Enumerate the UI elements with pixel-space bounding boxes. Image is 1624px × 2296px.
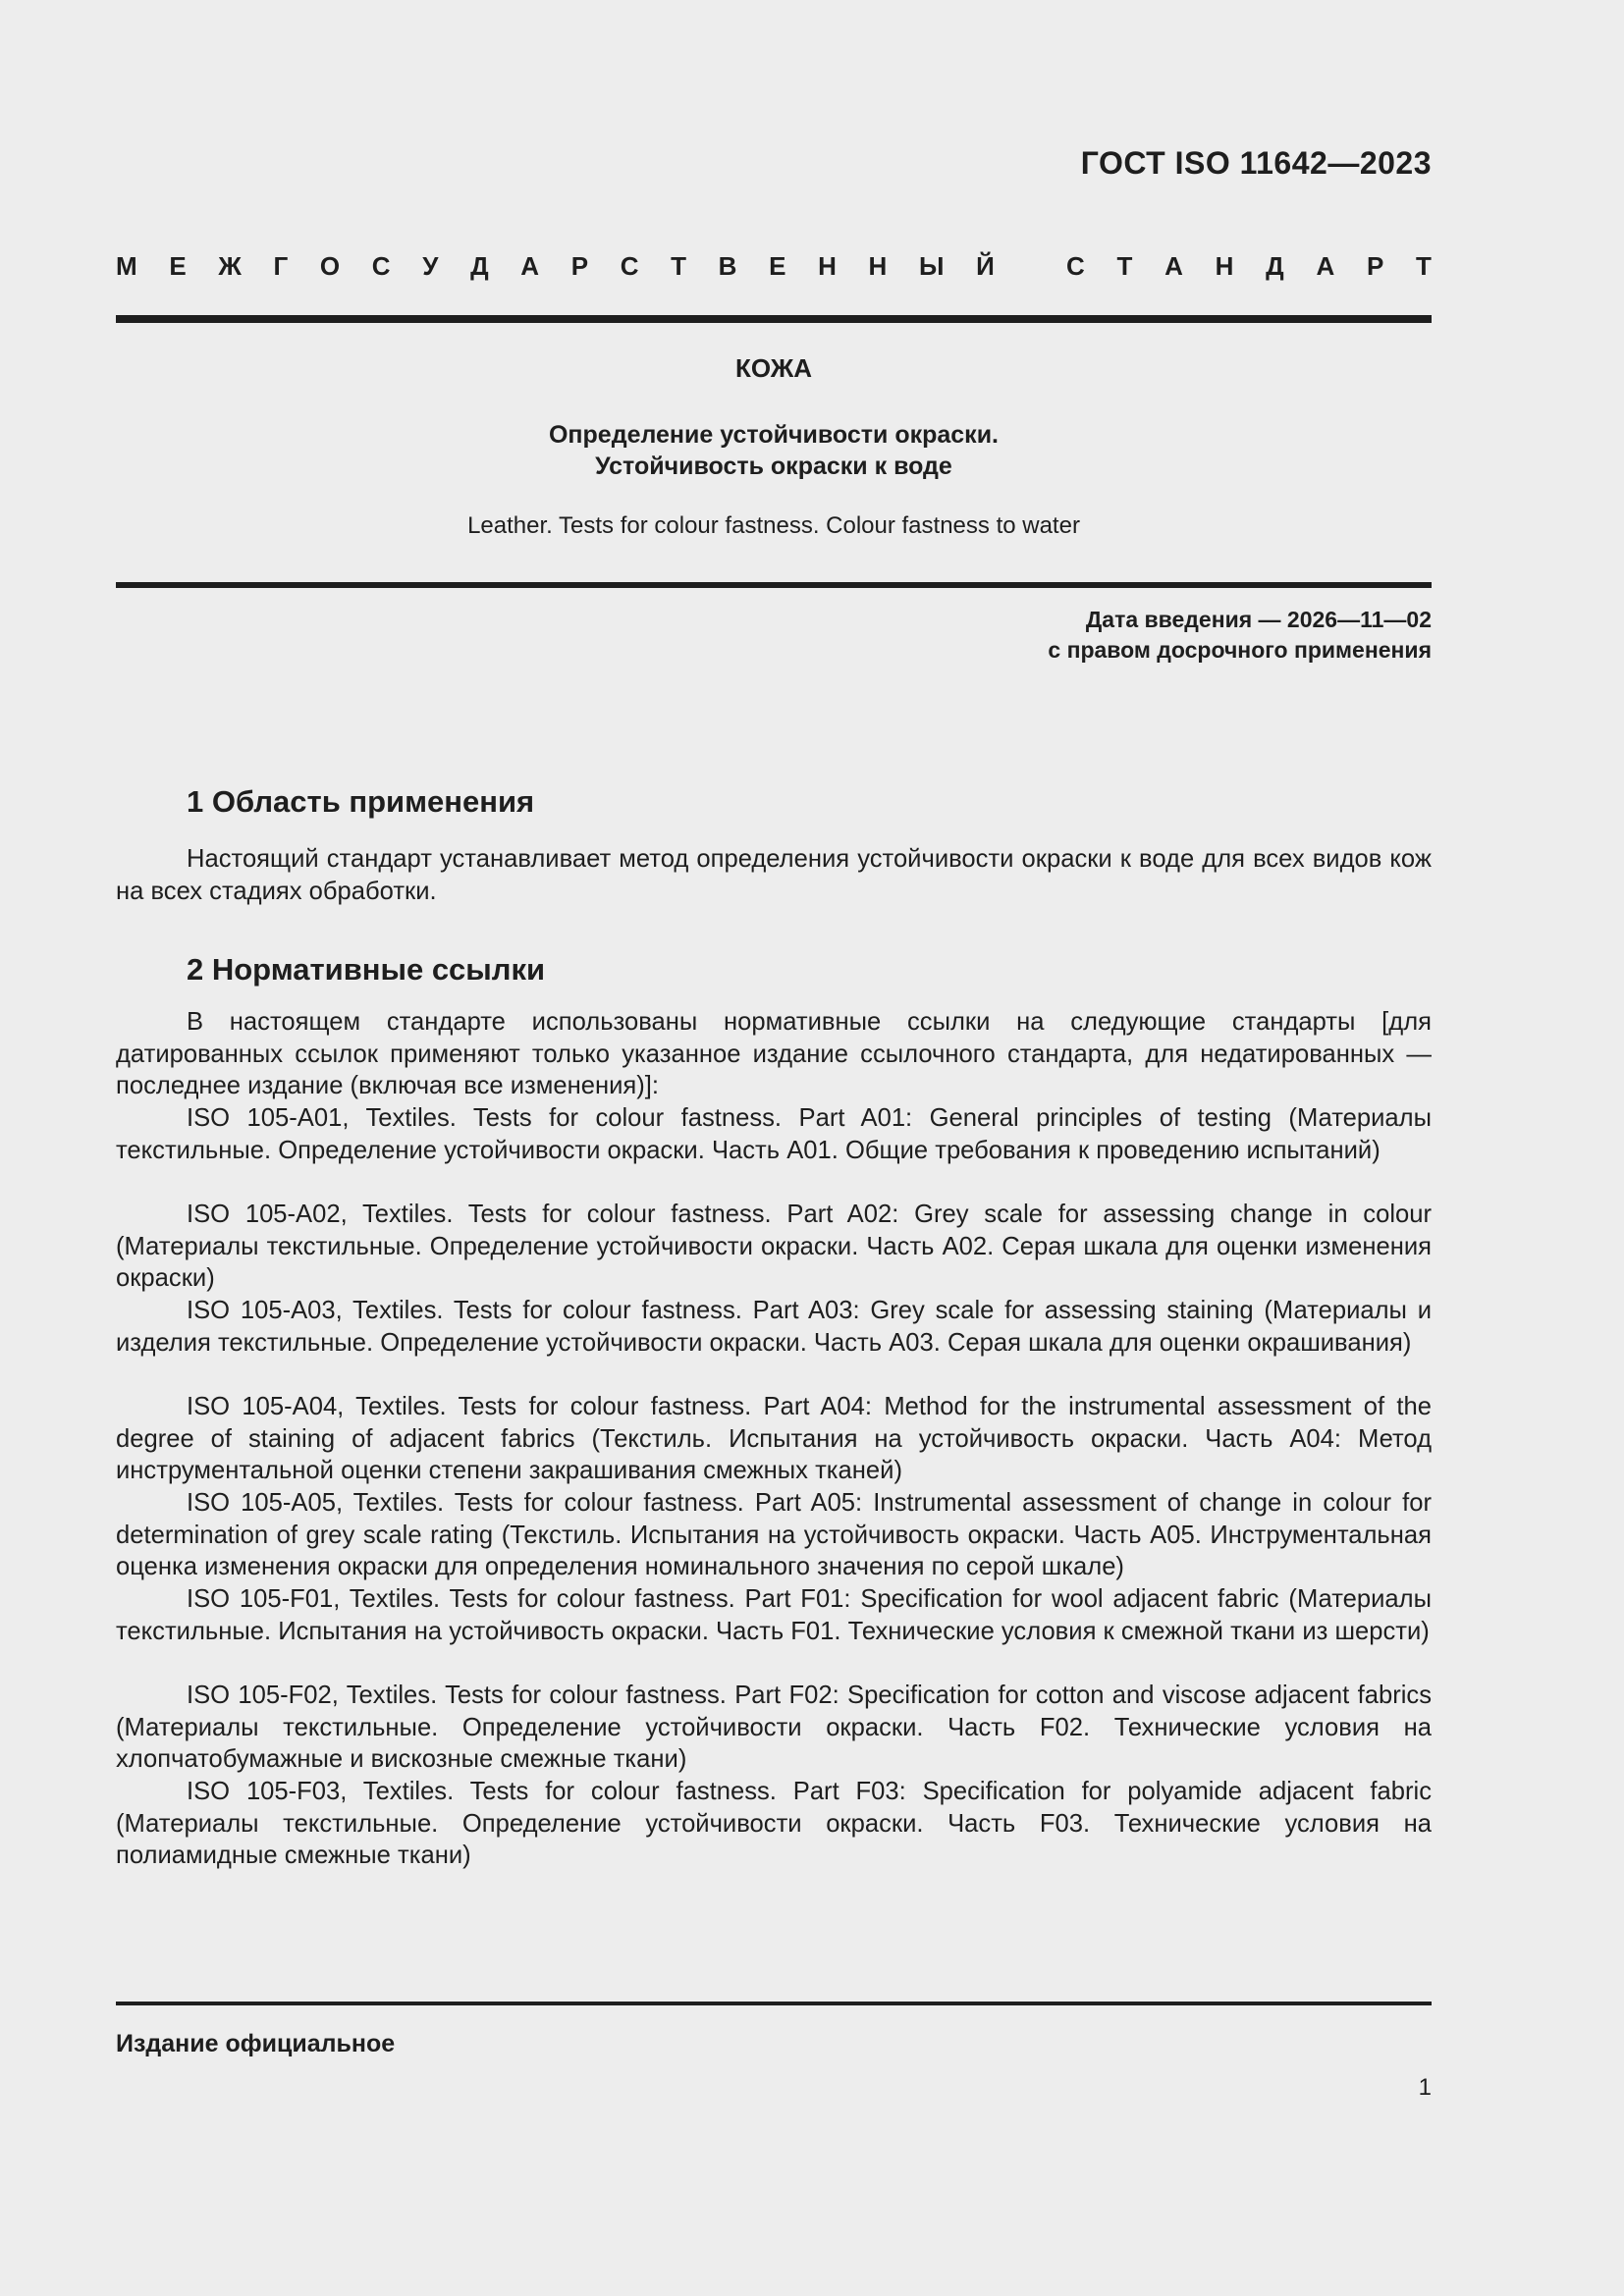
spaced-letter: С bbox=[371, 251, 391, 281]
spaced-letter: Т bbox=[1116, 251, 1133, 281]
reference-item: ISO 105-F01, Textiles. Tests for colour fastness. Part F01: Specification for wool adjacent fabric (Материалы текстильные. Испытания на устойчивость окраски. Часть F01. Технические условия к смежной ткани из шерсти) bbox=[116, 1585, 1432, 1645]
official-edition-label: Издание официальное bbox=[116, 2030, 396, 2057]
spaced-letter: В bbox=[718, 251, 737, 281]
spaced-letter: С bbox=[620, 251, 639, 281]
spaced-letter: С bbox=[1066, 251, 1085, 281]
spaced-letter: Й bbox=[976, 251, 995, 281]
spaced-letter: Ж bbox=[218, 251, 242, 281]
reference-item: ISO 105-F02, Textiles. Tests for colour fastness. Part F02: Specification for cotton and viscose adjacent fabrics (Материалы текстильные. Определение устойчивости окраски. Часть F02. Технические условия на хлопчатобумажные и вискозные смежные ткани) bbox=[116, 1682, 1432, 1774]
header-rule bbox=[116, 315, 1432, 323]
spaced-letter: Р bbox=[1366, 251, 1384, 281]
spaced-letter: Д bbox=[1266, 251, 1284, 281]
spaced-letter: М bbox=[116, 251, 137, 281]
spaced-letter: Т bbox=[1416, 251, 1432, 281]
introduction-date-value: Дата введения — 2026—11—02 bbox=[1085, 607, 1432, 632]
reference-item: ISO 105-A04, Textiles. Tests for colour fastness. Part A04: Method for the instrumental assessment of the degree of staining of adjacent fabrics (Текстиль. Испытания на устойчивость окраски. Часть А04: Метод инструментальной оценки степени закрашивания смежных тканей) bbox=[116, 1393, 1432, 1485]
spaced-letter: Е bbox=[769, 251, 786, 281]
introduction-date bbox=[1048, 605, 1432, 666]
section-1-paragraph: Настоящий стандарт устанавливает метод определения устойчивости окраски к воде для всех видов кож на всех стадиях обработки. bbox=[116, 845, 1432, 905]
reference-item: ISO 105-A02, Textiles. Tests for colour fastness. Part A02: Grey scale for assessing change in colour (Материалы текстильные. Определение устойчивости окраски. Часть А02. Серая шкала для оценки изменения окраски) bbox=[116, 1201, 1432, 1293]
section-2-intro: В настоящем стандарте использованы нормативные ссылки на следующие стандарты [для датированных ссылок применяют только указанное издание ссылочного стандарта, для недатированных — последнее издание (включая все изменения)]: bbox=[116, 1008, 1432, 1100]
spaced-letter: Т bbox=[671, 251, 687, 281]
spaced-letter: О bbox=[319, 251, 341, 281]
standard-type-word-2 bbox=[1066, 251, 1432, 282]
spaced-letter: Д bbox=[470, 251, 489, 281]
early-application-note: с правом досрочного применения bbox=[1048, 637, 1432, 663]
reference-item: ISO 105-F03, Textiles. Tests for colour fastness. Part F03: Specification for polyamide adjacent fabric (Материалы текстильные. Определение устойчивости окраски. Часть F03. Технические условия на полиамидные смежные ткани) bbox=[116, 1778, 1432, 1870]
spaced-letter: А bbox=[520, 251, 540, 281]
standard-type-word-1 bbox=[116, 251, 995, 282]
spaced-letter: Н bbox=[818, 251, 837, 281]
subtitle-line-1: Определение устойчивости окраски. bbox=[548, 421, 1000, 449]
spaced-letter: Е bbox=[169, 251, 187, 281]
document-number: ГОСТ ISO 11642—2023 bbox=[1080, 145, 1432, 181]
spaced-letter: А bbox=[1316, 251, 1335, 281]
page-number: 1 bbox=[1418, 2074, 1432, 2101]
spaced-letter: Ы bbox=[918, 251, 945, 281]
standard-type-line bbox=[116, 251, 1432, 282]
spaced-letter: А bbox=[1164, 251, 1183, 281]
reference-item: ISO 105-A05, Textiles. Tests for colour fastness. Part A05: Instrumental assessment of change in colour for determination of grey scale rating (Текстиль. Испытания на устойчивость окраски. Часть А05. Инструментальная оценка изменения окраски для определения номинального значения по серой шкале) bbox=[116, 1489, 1432, 1581]
spaced-letter: Н bbox=[868, 251, 888, 281]
reference-item: ISO 105-A03, Textiles. Tests for colour fastness. Part A03: Grey scale for assessing staining (Материалы и изделия текстильные. Определение устойчивости окраски. Часть А03. Серая шкала для оценки окрашивания) bbox=[116, 1297, 1432, 1357]
title-rule bbox=[116, 582, 1432, 588]
spaced-letter: Н bbox=[1215, 251, 1234, 281]
reference-item: ISO 105-A01, Textiles. Tests for colour fastness. Part A01: General principles of testing (Материалы текстильные. Определение устойчивости окраски. Часть А01. Общие требования к проведению испытаний) bbox=[116, 1104, 1432, 1164]
section-2-heading: 2 Нормативные ссылки bbox=[187, 952, 546, 987]
document-subtitle bbox=[116, 419, 1432, 482]
subtitle-line-2: Устойчивость окраски к воде bbox=[595, 453, 952, 480]
spaced-letter: У bbox=[422, 251, 439, 281]
spaced-letter: Р bbox=[570, 251, 589, 281]
footer-rule bbox=[116, 2002, 1432, 2005]
document-title: КОЖА bbox=[734, 353, 813, 383]
spaced-letter: Г bbox=[273, 251, 289, 281]
english-title: Leather. Tests for colour fastness. Colour fastness to water bbox=[467, 512, 1080, 539]
section-1-heading: 1 Область применения bbox=[187, 784, 535, 819]
